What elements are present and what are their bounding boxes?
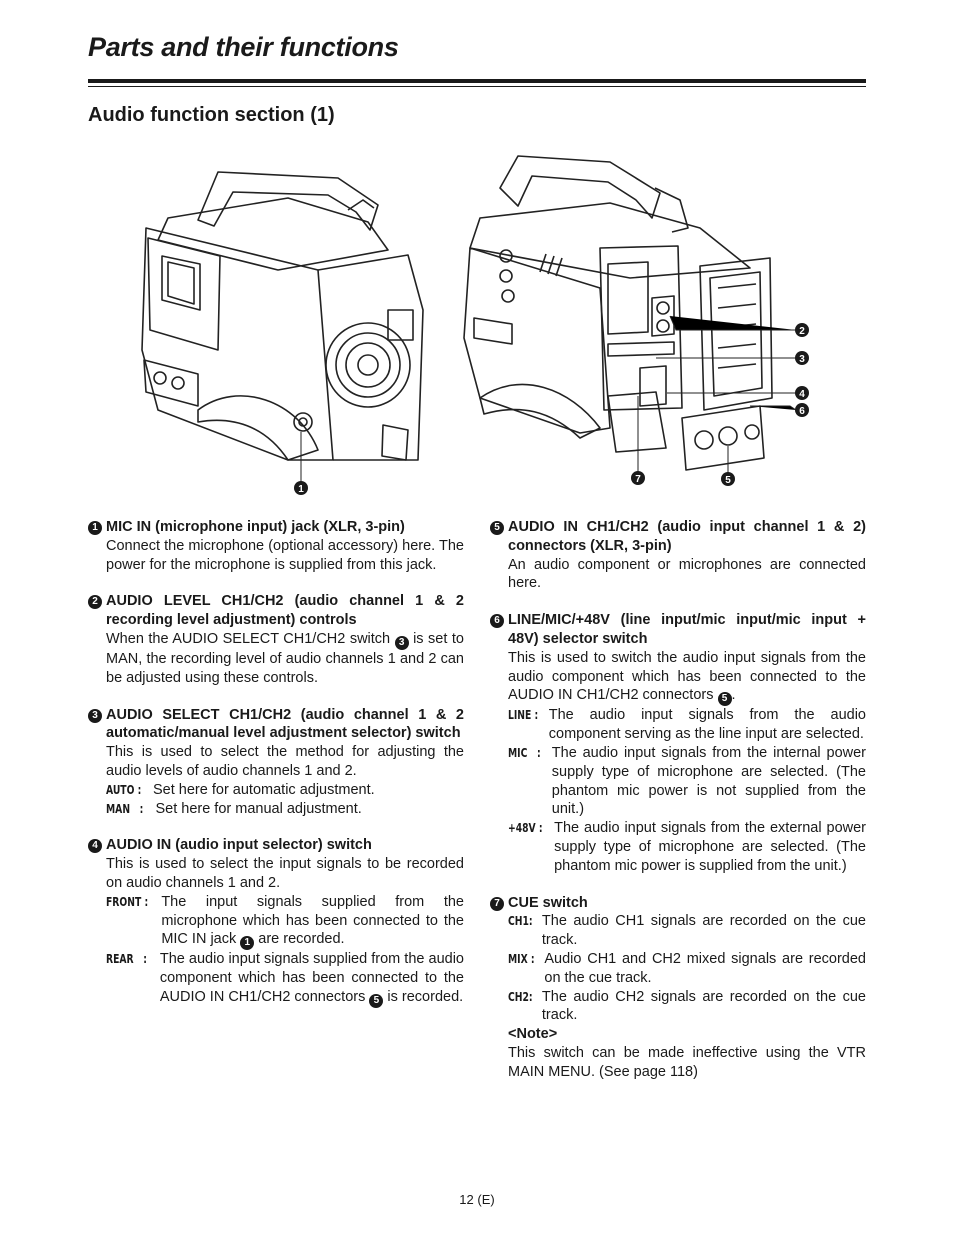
option-line (490, 706, 866, 744)
item-number-4: 4 (88, 839, 102, 853)
page-number: 12 (E) (459, 1192, 495, 1207)
option-man (88, 800, 464, 819)
note-title: <Note> (508, 1026, 558, 1043)
option-ch2 (490, 988, 866, 1026)
callout-label-3: 3 (799, 354, 805, 365)
option-text: The audio input signals from the internal power supply type of microphone are selected. (The phantom mic power is not supplied from the unit.) (551, 744, 866, 818)
callout-label-5: 5 (725, 475, 731, 486)
text-run: are recorded. (254, 931, 345, 948)
text-run: When the AUDIO SELECT CH1/CH2 switch (106, 630, 395, 647)
item-mic-in (88, 518, 464, 574)
right-column (490, 518, 866, 1100)
page-title: Parts and their functions (88, 32, 399, 62)
item-description: This is used to select the method for adjusting the audio levels of audio channels 1 and 2. (106, 744, 464, 779)
callout-label-1: 1 (298, 484, 304, 495)
item-audio-in-connectors (490, 518, 866, 593)
option-text: The audio input signals from the audio component serving as the line input are selected. (548, 707, 866, 743)
item-heading: AUDIO SELECT CH1/CH2 (audio channel 1 & 2 automatic/manual level adjustment selector) switch (106, 706, 464, 742)
item-audio-select (88, 706, 464, 819)
option-ch1 (490, 912, 866, 950)
option-key: CH1: (508, 913, 536, 929)
callout-label-7: 7 (635, 474, 641, 485)
option-key: CH2: (508, 988, 536, 1004)
item-description: This is used to select the input signals to be recorded on audio channels 1 and 2. (106, 856, 464, 891)
option-key: MAN : (106, 800, 147, 816)
option-text: Audio CH1 and CH2 mixed signals are recorded on the cue track. (544, 950, 866, 986)
text-run: The audio input signals supplied from the audio component which has been connected to the AUDIO IN CH1/CH2 connectors (159, 951, 464, 1005)
title-rule-thin (88, 86, 866, 87)
option-text: Set here for manual adjustment. (155, 800, 362, 817)
option-mic (490, 744, 866, 819)
option-key: MIX : (508, 950, 538, 966)
option-text: The audio CH1 signals are recorded on the cue track. (541, 913, 866, 949)
option-key: REAR : (106, 951, 151, 967)
camera-rear-illustration (460, 148, 820, 493)
option-key: AUTO : (106, 781, 145, 797)
item-line-mic-selector (490, 611, 866, 875)
item-heading: CUE switch (508, 894, 588, 911)
option-48v (490, 819, 866, 875)
option-key: LINE : (508, 707, 542, 723)
ref-marker-3: 3 (395, 636, 409, 650)
item-heading: MIC IN (microphone input) jack (XLR, 3-pin) (106, 519, 405, 535)
item-number-1: 1 (88, 521, 102, 535)
item-cue-switch (490, 894, 866, 1082)
option-text (161, 893, 464, 951)
option-text: Set here for automatic adjustment. (153, 781, 375, 798)
item-audio-level (88, 592, 464, 687)
item-description: An audio component or microphones are connected here. (508, 556, 866, 592)
option-text: The audio input signals from the external power supply type of microphone are selected. (The phantom mic power is supplied from the unit.) (554, 820, 866, 874)
text-run: is set to MAN, the recording level of audio channels 1 and 2 can be adjusted using these controls. (106, 630, 464, 686)
item-heading: AUDIO LEVEL CH1/CH2 (audio channel 1 & 2 recording level adjustment) controls (106, 593, 464, 629)
callout-label-6: 6 (799, 406, 805, 417)
item-number-3: 3 (88, 709, 102, 723)
option-key: MIC : (508, 744, 544, 760)
item-number-5: 5 (490, 521, 504, 535)
item-heading: AUDIO IN (audio input selector) switch (106, 837, 372, 854)
option-text (160, 950, 464, 1008)
camera-front-illustration (138, 160, 438, 500)
ref-marker-5: 5 (718, 692, 732, 706)
option-key: +48V : (508, 820, 546, 836)
item-description (490, 649, 866, 707)
text-run: is recorded. (383, 988, 464, 1005)
item-audio-in-select (88, 836, 464, 1008)
item-number-7: 7 (490, 897, 504, 911)
callout-label-2: 2 (799, 326, 805, 337)
left-column (88, 518, 464, 1026)
option-key: FRONT : (106, 893, 152, 909)
item-description: Connect the microphone (optional accessory) here. The power for the microphone is supplied from this jack. (106, 537, 464, 573)
callout-label-4: 4 (799, 389, 805, 400)
note-body: This switch can be made ineffective using the VTR MAIN MENU. (See page 118) (508, 1044, 866, 1080)
option-mix (490, 950, 866, 988)
text-run: This is used to switch the audio input signals from the audio component which has been connected to the AUDIO IN CH1/CH2 connectors (508, 649, 866, 704)
title-rule-thick (88, 79, 866, 83)
option-front (88, 893, 464, 951)
ref-marker-5: 5 (369, 994, 383, 1008)
item-number-2: 2 (88, 595, 102, 609)
text-run: . (731, 687, 736, 704)
option-auto (88, 781, 464, 800)
item-number-6: 6 (490, 614, 504, 628)
text-run: The input signals supplied from the microphone which has been connected to the MIC IN jack (161, 893, 464, 948)
option-text: The audio CH2 signals are recorded on the cue track. (541, 988, 866, 1024)
option-rear (88, 950, 464, 1008)
section-title: Audio function section (1) (88, 104, 335, 126)
ref-marker-1: 1 (240, 936, 254, 950)
item-description (88, 630, 464, 688)
item-heading: LINE/MIC/+48V (line input/mic input/mic input + 48V) selector switch (508, 612, 866, 647)
item-heading: AUDIO IN CH1/CH2 (audio input channel 1 & 2) connectors (XLR, 3-pin) (508, 519, 866, 554)
